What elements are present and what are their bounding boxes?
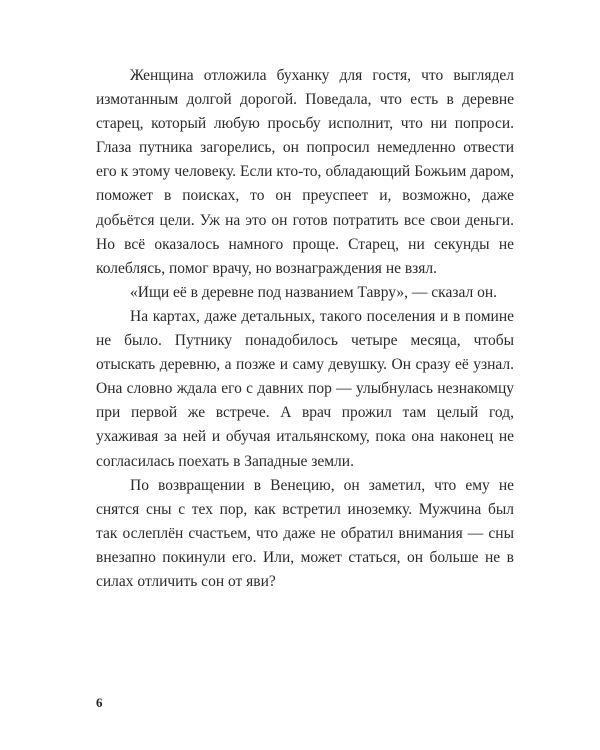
- paragraph-3: На картах, даже детальных, такого поселения и в помине не было. Путнику понадобилось четыре месяца, чтобы отыскать деревню, а позже и саму девушку. Он сразу её узнал. Она словно ждала его с давних пор — улыбнулась незнакомцу при первой же встрече. А врач прожил там целый год, ухаживая за ней и обучая итальянскому, пока она наконец не согласилась поехать в Западные земли.: [96, 307, 514, 470]
- paragraph-1: Женщина отложила буханку для гостя, что выглядел измотанным долгой дорогой. Поведала, что есть в деревне старец, который любую просьбу исполнит, что ни попроси. Глаза путника загорелись, он попросил немедленно отвести его к этому человеку. Если кто-то, обладающий Божьим даром, поможет в поисках, то он преуспеет и, возможно, даже добьётся цели. Уж на это он готов потратить все свои деньги. Но всё оказалось намного проще. Старец, ни секунды не колеблясь, помог врачу, но вознаграждения не взял.: [96, 67, 514, 277]
- paragraph-2: «Ищи её в деревне под названием Тавру», — сказал он.: [130, 283, 498, 301]
- page-number: 6: [96, 695, 103, 710]
- paragraph-4: По возвращении в Венецию, он заметил, что ему не снятся сны с тех пор, как встретил иноземку. Мужчина был так ослеплён счастьем, что даже не обратил внимания — сны внезапно покинули его. Или, может статься, он больше не в силах отличить сон от яви?: [96, 476, 514, 590]
- main-text: [96, 64, 514, 594]
